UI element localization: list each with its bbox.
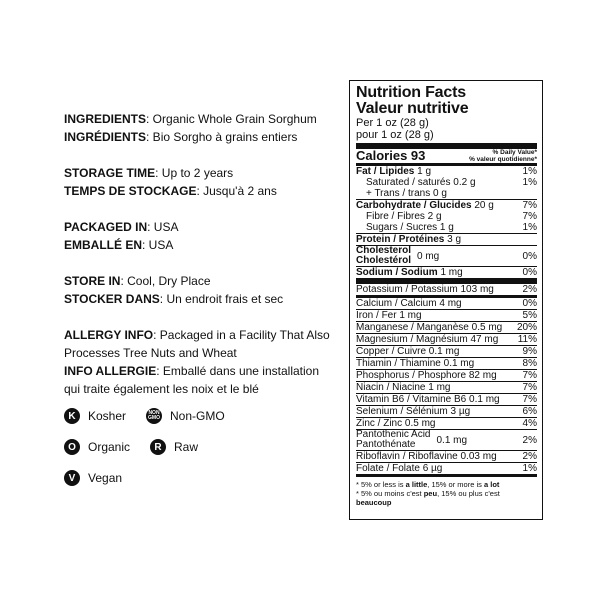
nutrition-title-fr: Valeur nutritive (356, 100, 469, 117)
store-block (64, 272, 334, 308)
vegan-badge: V Vegan (64, 470, 122, 486)
folate-row: Folate / Folate 6 µg 1% (356, 463, 537, 474)
pantothenic-en: Pantothenic Acid (356, 429, 431, 440)
packaged-block (64, 218, 334, 254)
store-en: STORE IN: Cool, Dry Place (64, 274, 211, 288)
kosher-icon: K (64, 408, 80, 424)
vitamins-minerals-list (356, 298, 537, 430)
packaged-fr: EMBALLÉ EN: USA (64, 238, 174, 252)
nutrient-row: Zinc / Zinc 0.5 mg 4% (356, 418, 537, 429)
fibre-row: Fibre / Fibres 2 g 7% (366, 211, 537, 222)
calories: Calories 93 (356, 148, 426, 163)
raw-badge: R Raw (150, 439, 198, 455)
allergy-en: ALLERGY INFO: Packaged in a Facility That Also Processes Tree Nuts and Wheat (64, 328, 330, 360)
organic-icon: O (64, 439, 80, 455)
saturated-row: Saturated / saturés 0.2 g 1% (366, 177, 537, 188)
nutrition-facts-label (349, 80, 543, 520)
trans-row: + Trans / trans 0 g (366, 188, 447, 199)
ingredients-block (64, 110, 334, 146)
calories-row (356, 149, 537, 163)
allergy-block (64, 326, 334, 398)
storage-fr: TEMPS DE STOCKAGE: Jusqu'à 2 ans (64, 184, 277, 198)
pantothenic-fr: Pantothénate (356, 439, 416, 450)
packaged-en: PACKAGED IN: USA (64, 220, 179, 234)
nutrient-row: Calcium / Calcium 4 mg 0% (356, 298, 537, 309)
pantothenic-row: Pantothenic Acid Pantothénate 0.1 mg 2% (356, 429, 537, 450)
dv-header-en: % Daily Value* (492, 149, 537, 156)
footnote-en: * 5% or less is a little, 15% or more is a lot (356, 480, 500, 489)
serving-fr: pour 1 oz (28 g) (356, 129, 434, 141)
product-info (64, 110, 334, 416)
sodium-row: Sodium / Sodium 1 mg 0% (356, 267, 537, 278)
ingredients-fr: INGRÉDIENTS: Bio Sorgho à grains entiers (64, 130, 298, 144)
protein-row: Protein / Protéines 3 g (356, 234, 462, 245)
nutrient-row: Manganese / Manganèse 0.5 mg 20% (356, 322, 537, 333)
allergy-fr: INFO ALLERGIE: Emballé dans une installation qui traite également les noix et le blé (64, 364, 320, 396)
nutrient-row: Vitamin B6 / Vitamine B6 0.1 mg 7% (356, 394, 537, 405)
cholesterol-fr: Cholestérol (356, 255, 412, 266)
nongmo-icon: NON GMO (146, 408, 162, 424)
nutrient-row: Copper / Cuivre 0.1 mg 9% (356, 346, 537, 357)
raw-icon: R (150, 439, 166, 455)
nutrient-row: Magnesium / Magnésium 47 mg 11% (356, 334, 537, 345)
potassium-row: Potassium / Potassium 103 mg 2% (356, 284, 537, 295)
nutrient-row: Iron / Fer 1 mg 5% (356, 310, 537, 321)
carbohydrate-row: Carbohydrate / Glucides 20 g 7% (356, 200, 537, 211)
nutrient-row: Niacin / Niacine 1 mg 7% (356, 382, 537, 393)
store-fr: STOCKER DANS: Un endroit frais et sec (64, 292, 284, 306)
nutrient-row: Phosphorus / Phosphore 82 mg 7% (356, 370, 537, 381)
nutrient-row: Selenium / Sélénium 3 µg 6% (356, 406, 537, 417)
riboflavin-row: Riboflavin / Riboflavine 0.03 mg 2% (356, 451, 537, 462)
sugars-row: Sugars / Sucres 1 g 1% (366, 222, 537, 233)
dv-header-fr: % valeur quotidienne* (469, 156, 537, 163)
footnote (356, 480, 537, 507)
organic-badge: O Organic (64, 439, 130, 455)
cholesterol-en: Cholesterol (356, 245, 412, 256)
vegan-icon: V (64, 470, 80, 486)
storage-en: STORAGE TIME: Up to 2 years (64, 166, 234, 180)
fat-row: Fat / Lipides 1 g 1% (356, 166, 537, 177)
divider (356, 474, 537, 477)
storage-block (64, 164, 334, 200)
kosher-badge: K Kosher (64, 408, 126, 424)
nutrition-title-en: Nutrition Facts (356, 84, 466, 101)
cholesterol-row: Cholesterol Cholestérol 0 mg 0% (356, 245, 537, 266)
ingredients-en: INGREDIENTS: Organic Whole Grain Sorghum (64, 112, 317, 126)
footnote-fr: * 5% ou moins c'est peu, 15% ou plus c'est beaucoup (356, 489, 500, 507)
nongmo-badge: NON GMO Non-GMO (146, 408, 225, 424)
serving-en: Per 1 oz (28 g) (356, 117, 429, 129)
nutrient-row: Thiamin / Thiamine 0.1 mg 8% (356, 358, 537, 369)
